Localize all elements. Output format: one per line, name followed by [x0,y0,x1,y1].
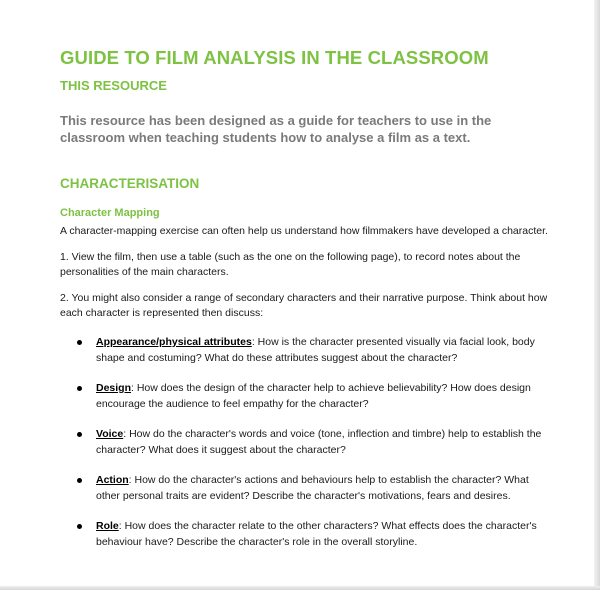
bullet-icon [77,478,82,483]
page-edge-shadow-right [594,0,600,590]
subheading-character-mapping: Character Mapping [60,207,160,219]
paragraph-intro-mapping: A character-mapping exercise can often help us understand how filmmakers have developed a character. [60,225,548,237]
bullet-text: : How do the character's actions and behaviours help to establish the character? What other personal traits are evident? Describe the character's motivations, fears and desires. [96,474,529,502]
bullet-term: Design [96,382,132,394]
resource-subtitle: THIS RESOURCE [60,78,167,93]
bullet-term: Role [96,520,119,532]
discussion-bullet-list [60,334,550,550]
list-item [77,518,550,550]
bullet-term: Action [96,474,129,486]
list-item [77,426,550,458]
list-item [77,472,550,504]
bullet-icon [77,524,82,529]
list-item [77,380,550,412]
bullet-term: Appearance/physical attributes [96,336,252,348]
bullet-icon [77,432,82,437]
page-edge-shadow-bottom [0,586,600,590]
bullet-text: : How do the character's words and voice (tone, inflection and timbre) help to establish the character? What does it suggest about the character? [96,428,542,456]
list-item [77,334,550,366]
bullet-icon [77,386,82,391]
bullet-icon [77,340,82,345]
intro-paragraph: This resource has been designed as a guide for teachers to use in the classroom when teaching students how to analyse a film as a text. [60,113,492,145]
paragraph-step-1: 1. View the film, then use a table (such as the one on the following page), to record notes about the personalities of the main characters. [60,251,521,278]
paragraph-step-2: 2. You might also consider a range of secondary characters and their narrative purpose. Think about how each character is represented then discuss: [60,292,548,319]
bullet-text: : How does the design of the character help to achieve believability? How does design encourage the audience to feel empathy for the character? [96,382,531,410]
bullet-text: : How does the character relate to the other characters? What effects does the character's behaviour have? Describe the character's role in the overall storyline. [96,520,537,548]
bullet-text: : How is the character presented visually via facial look, body shape and costuming? What do these attributes suggest about the character? [96,336,535,364]
document-title: GUIDE TO FILM ANALYSIS IN THE CLASSROOM [60,47,489,68]
bullet-term: Voice [96,428,124,440]
section-heading-characterisation: CHARACTERISATION [60,176,200,191]
document-content [60,46,550,564]
